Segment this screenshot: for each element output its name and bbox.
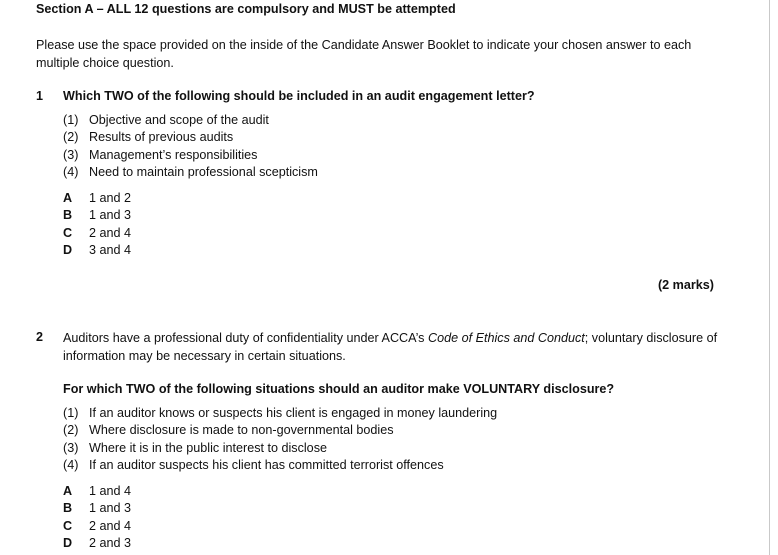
option-letter: B — [63, 501, 73, 516]
answer-option[interactable] — [63, 500, 131, 517]
answer-option[interactable] — [63, 518, 131, 535]
item-number: (2) — [63, 423, 79, 438]
list-item — [63, 164, 318, 181]
option-letter: A — [63, 191, 73, 205]
answer-option[interactable] — [63, 535, 131, 552]
item-text: Results of previous audits — [89, 130, 234, 145]
item-text: Management’s responsibilities — [89, 147, 258, 162]
option-letter: D — [63, 536, 73, 551]
option-text: 2 and 3 — [89, 536, 132, 551]
item-text: If an auditor suspects his client has committed terrorist offences — [89, 458, 444, 473]
item-text: If an auditor knows or suspects his client is engaged in money laundering — [89, 406, 498, 420]
stem-text-before: Auditors have a professional duty of confidentiality under ACCA’s — [63, 331, 428, 345]
item-text: Need to maintain professional scepticism — [89, 165, 318, 180]
item-number: (3) — [63, 147, 79, 162]
option-letter: C — [63, 518, 73, 533]
question-2-text: For which TWO of the following situations should an auditor make VOLUNTARY disclosure? — [63, 382, 615, 396]
item-number: (4) — [63, 458, 79, 473]
item-text: Where disclosure is made to non-governmental bodies — [89, 423, 394, 438]
option-text: 1 and 4 — [89, 484, 132, 498]
answer-option[interactable] — [63, 207, 131, 224]
item-number: (4) — [63, 165, 79, 180]
question-1-marks: (2 marks) — [657, 278, 714, 292]
list-item — [63, 457, 497, 474]
option-letter: D — [63, 243, 73, 258]
item-text: Where it is in the public interest to disclose — [89, 440, 327, 455]
item-text: Objective and scope of the audit — [89, 113, 269, 127]
instructions-text: Please use the space provided on the inside of the Candidate Answer Booklet to indicate your chosen answer to each multiple choice question. — [36, 38, 692, 70]
item-number: (2) — [63, 130, 79, 145]
list-item — [63, 422, 497, 439]
item-number: (1) — [63, 406, 79, 420]
option-letter: B — [63, 208, 73, 223]
option-text: 1 and 3 — [89, 501, 132, 516]
list-item — [63, 147, 318, 164]
stem-text-italic: Code of Ethics and Conduct — [427, 331, 585, 345]
question-1-text: Which TWO of the following should be included in an audit engagement letter? — [63, 89, 535, 103]
answer-option[interactable] — [63, 242, 131, 259]
stem-text-after: ; voluntary disclosure of information may be necessary in certain situations. — [63, 331, 718, 363]
item-number: (1) — [63, 113, 79, 127]
question-1-items — [63, 112, 318, 182]
question-2-options — [63, 483, 131, 553]
option-text: 3 and 4 — [89, 243, 132, 258]
option-letter: C — [63, 225, 73, 240]
option-text: 1 and 3 — [89, 208, 132, 223]
answer-option[interactable] — [63, 190, 131, 207]
question-2-number: 2 — [36, 330, 44, 344]
answer-option[interactable] — [63, 225, 131, 242]
section-title: Section A – ALL 12 questions are compulsory and MUST be attempted — [36, 2, 456, 16]
item-number: (3) — [63, 440, 79, 455]
question-1-options — [63, 190, 131, 260]
option-text: 2 and 4 — [89, 225, 132, 240]
list-item — [63, 440, 497, 457]
list-item — [63, 112, 318, 129]
page-edge-rule — [769, 0, 770, 555]
option-text: 2 and 4 — [89, 518, 132, 533]
question-1-number: 1 — [36, 89, 44, 103]
question-2-stem — [63, 330, 723, 365]
list-item — [63, 129, 318, 146]
option-text: 1 and 2 — [89, 191, 132, 205]
answer-option[interactable] — [63, 483, 131, 500]
list-item — [63, 405, 497, 422]
option-letter: A — [63, 484, 73, 498]
question-2-items — [63, 405, 497, 475]
